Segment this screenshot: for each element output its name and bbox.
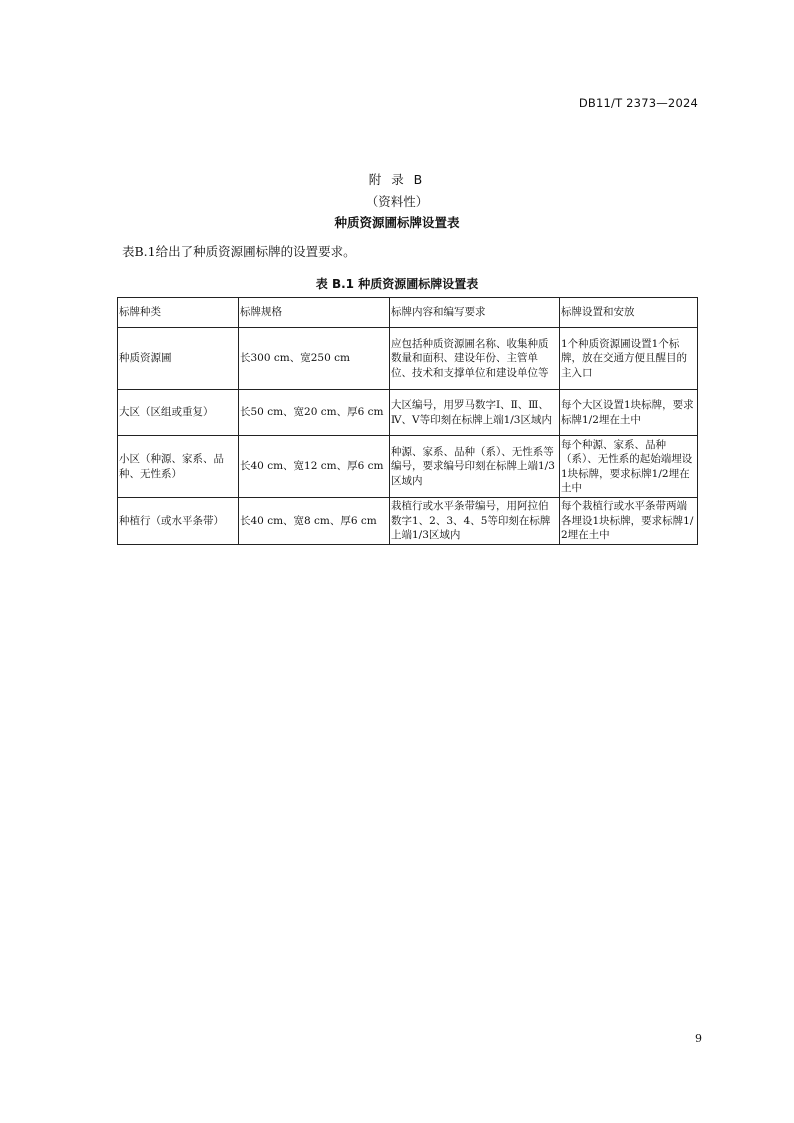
table-row [118, 328, 698, 390]
table-cell: 种源、家系、品种（系）、无性系等编号，要求编号印刻在标牌上端1/3区域内 [390, 436, 560, 498]
header-cell: 标牌设置和安放 [560, 298, 698, 328]
table-cell: 大区编号，用罗马数字Ⅰ、Ⅱ、Ⅲ、Ⅳ、Ⅴ等印刻在标牌上端1/3区域内 [390, 390, 560, 436]
intro-paragraph: 表B.1给出了种质资源圃标牌的设置要求。 [122, 244, 356, 259]
table-caption: 表 B.1 种质资源圃标牌设置表 [315, 277, 479, 291]
table-row [118, 390, 698, 436]
appendix-title: 附 录 B [368, 172, 426, 187]
table-cell: 1个种质资源圃设置1个标牌，放在交通方便且醒目的主入口 [560, 328, 698, 390]
page-number: 9 [695, 1032, 702, 1045]
table-row [118, 436, 698, 498]
table-cell: 每个种源、家系、品种（系）、无性系的起始端埋设1块标牌，要求标牌1/2埋在土中 [560, 436, 698, 498]
document-code: DB11/T 2373—2024 [578, 96, 698, 110]
table-cell: 大区（区组或重复） [118, 390, 239, 436]
appendix-nature: （资料性） [365, 194, 429, 209]
table-cell: 长40 cm、宽12 cm、厚6 cm [239, 436, 390, 498]
header-cell: 标牌规格 [239, 298, 390, 328]
table-cell: 栽植行或水平条带编号，用阿拉伯数字1、2、3、4、5等印刻在标牌上端1/3区域内 [390, 498, 560, 545]
table-cell: 应包括种质资源圃名称、收集种质数量和面积、建设年份、主管单位、技术和支撑单位和建设单位等 [390, 328, 560, 390]
appendix-subject: 种质资源圃标牌设置表 [334, 215, 460, 230]
header-cell: 标牌内容和编写要求 [390, 298, 560, 328]
table-row [118, 498, 698, 545]
table-cell: 每个栽植行或水平条带两端各埋设1块标牌，要求标牌1/2埋在土中 [560, 498, 698, 545]
table-cell: 长40 cm、宽8 cm、厚6 cm [239, 498, 390, 545]
table-cell: 长300 cm、宽250 cm [239, 328, 390, 390]
table-header-row [118, 298, 698, 328]
sign-spec-table [117, 297, 698, 545]
table-cell: 种植行（或水平条带） [118, 498, 239, 545]
table-cell: 种质资源圃 [118, 328, 239, 390]
header-cell: 标牌种类 [118, 298, 239, 328]
table-cell: 长50 cm、宽20 cm、厚6 cm [239, 390, 390, 436]
table-cell: 小区（种源、家系、品种、无性系） [118, 436, 239, 498]
table-cell: 每个大区设置1块标牌，要求标牌1/2埋在土中 [560, 390, 698, 436]
